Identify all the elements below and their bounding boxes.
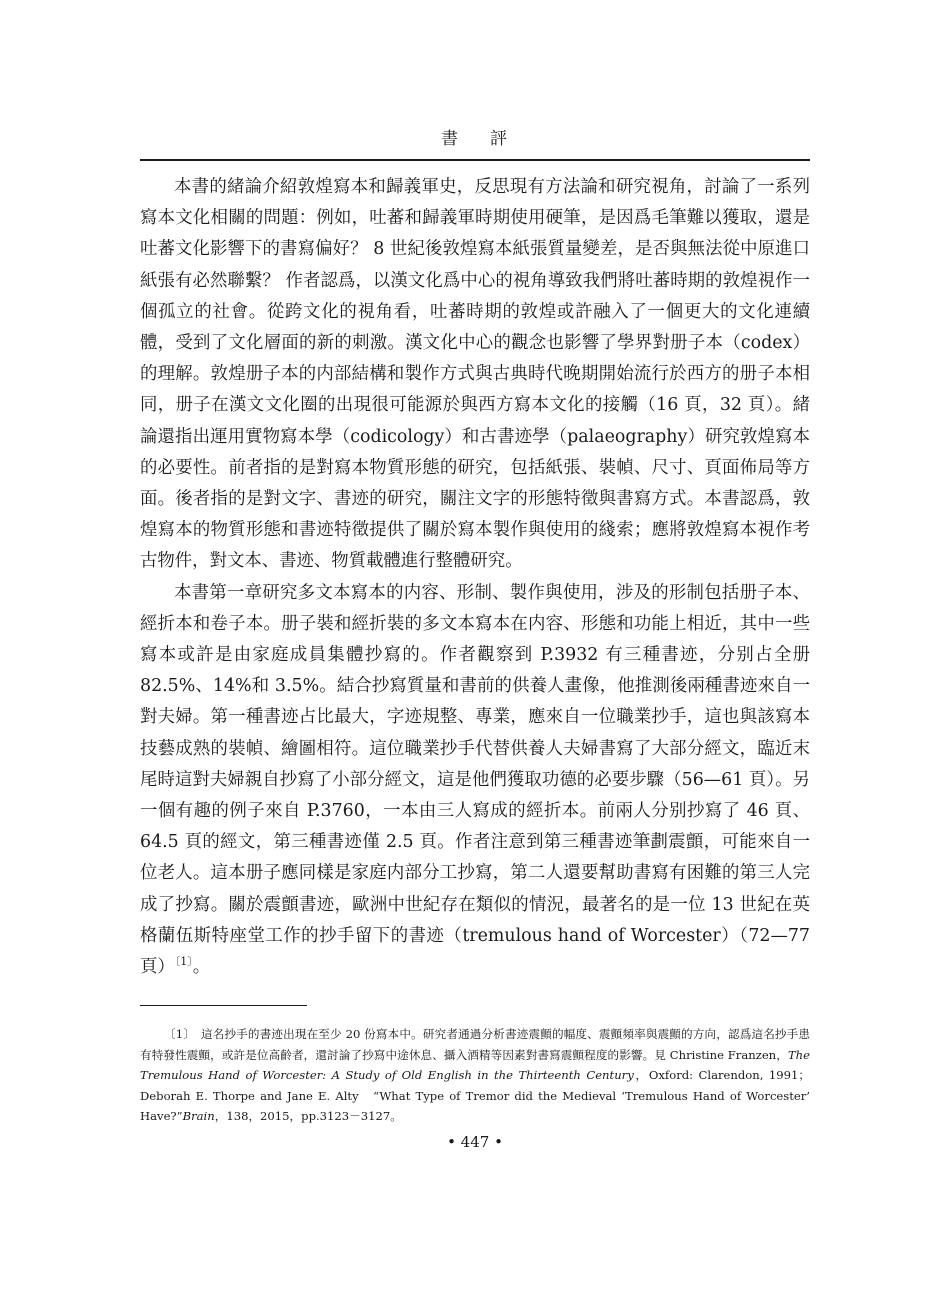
running-head-right: 評 [490,129,509,149]
paragraph-chapter-one [140,578,810,984]
footnote-text-a: 這名抄手的書迹出現在至少 20 份寫本中。研究者通過分析書迹震顫的幅度、震顫頻率與震顫的方向，認爲這名抄手患有特發性震顫，或許是位高齡者，還討論了抄寫中途休息、攝入酒精等因素對書寫震顫程度的影響。見 Christine Franzen， [140,1027,810,1062]
footnote-book-title: The Tremulous Hand of Worcester: A Study of Old English in the Thirteenth Century [140,1047,810,1083]
paragraph-introduction: 本書的緒論介紹敦煌寫本和歸義軍史，反思現有方法論和研究視角，討論了一系列寫本文化相關的問題：例如，吐蕃和歸義軍時期使用硬筆，是因爲毛筆難以獲取，還是吐蕃文化影響下的書寫偏好？ 8 世紀後敦煌寫本紙張質量變差，是否與無法從中原進口紙張有必然聯繫？ 作者認爲，以漢文化爲中心的視角導致我們將吐蕃時期的敦煌視作一個孤立的社會。從跨文化的視角看，吐蕃時期的敦煌或許融入了一個更大的文化連續體，受到了文化層面的新的刺激。漢文化中心的觀念也影響了學界對册子本（codex）的理解。敦煌册子本的内部結構和製作方式與古典時代晚期開始流行於西方的册子本相同，册子在漢文文化圈的出現很可能源於與西方寫本文化的接觸（16 頁，32 頁）。緒論還指出運用實物寫本學（codicology）和古書迹學（palaeography）研究敦煌寫本的必要性。前者指的是對寫本物質形態的研究，包括紙張、裝幀、尺寸、頁面佈局等方面。後者指的是對文字、書迹的研究，關注文字的形態特徵與書寫方式。本書認爲，敦煌寫本的物質形態和書迹特徵提供了關於寫本製作與使用的綫索；應將敦煌寫本視作考古物件，對文本、書迹、物質載體進行整體研究。 [140,177,810,572]
main-text [140,172,810,983]
paragraph-end-punctuation: 。 [192,957,211,978]
footnote-reference[interactable]: 〔1〕 [174,955,193,969]
header-rule [140,159,810,161]
footnote [140,1024,810,1127]
footnote-rule [140,1005,307,1006]
footnote-journal-title: Brain [182,1109,215,1124]
running-head [0,124,950,149]
footnote-text-b: ，Oxford: Clarendon, 1991；Deborah E. Thorpe and Jane E. Alty “What Type of Tremor did the Medieval ‘Tremulous Hand of Worcester’ Have?” [140,1068,810,1124]
footnote-marker: 〔1〕 [164,1027,190,1041]
page-number: • 447 • [447,1133,503,1151]
paragraph-chapter-one-text: 本書第一章研究多文本寫本的内容、形制、製作與使用，涉及的形制包括册子本、經折本和卷子本。册子裝和經折裝的多文本寫本在内容、形態和功能上相近，其中一些寫本或許是由家庭成員集體抄寫的。作者觀察到 P.3932 有三種書迹，分别占全册 82.5%、14%和 3.5%。結合抄寫質量和書前的供養人畫像，他推測後兩種書迹來自一對夫婦。第一種書迹占比最大，字迹規整、專業，應來自一位職業抄手，這也與該寫本技藝成熟的裝幀、繪圖相符。這位職業抄手代替供養人夫婦書寫了大部分經文，臨近末尾時這對夫婦親自抄寫了小部分經文，這是他們獲取功德的必要步驟（56—61 頁）。另一個有趣的例子來自 P.3760，一本由三人寫成的經折本。前兩人分别抄寫了 46 頁、64.5 頁的經文，第三種書迹僅 2.5 頁。作者注意到第三種書迹筆劃震顫，可能來自一位老人。這本册子應同樣是家庭内部分工抄寫，第二人還要幫助書寫有困難的第三人完成了抄寫。關於震顫書迹，歐洲中世紀存在類似的情況，最著名的是一位 13 世紀在英格蘭伍斯特座堂工作的抄手留下的書迹（tremulous hand of Worcester）（72—77 頁） [140,582,810,978]
footnote-text-c: ，138，2015，pp.3123－3127。 [214,1109,402,1124]
running-head-left: 書 [441,129,460,149]
